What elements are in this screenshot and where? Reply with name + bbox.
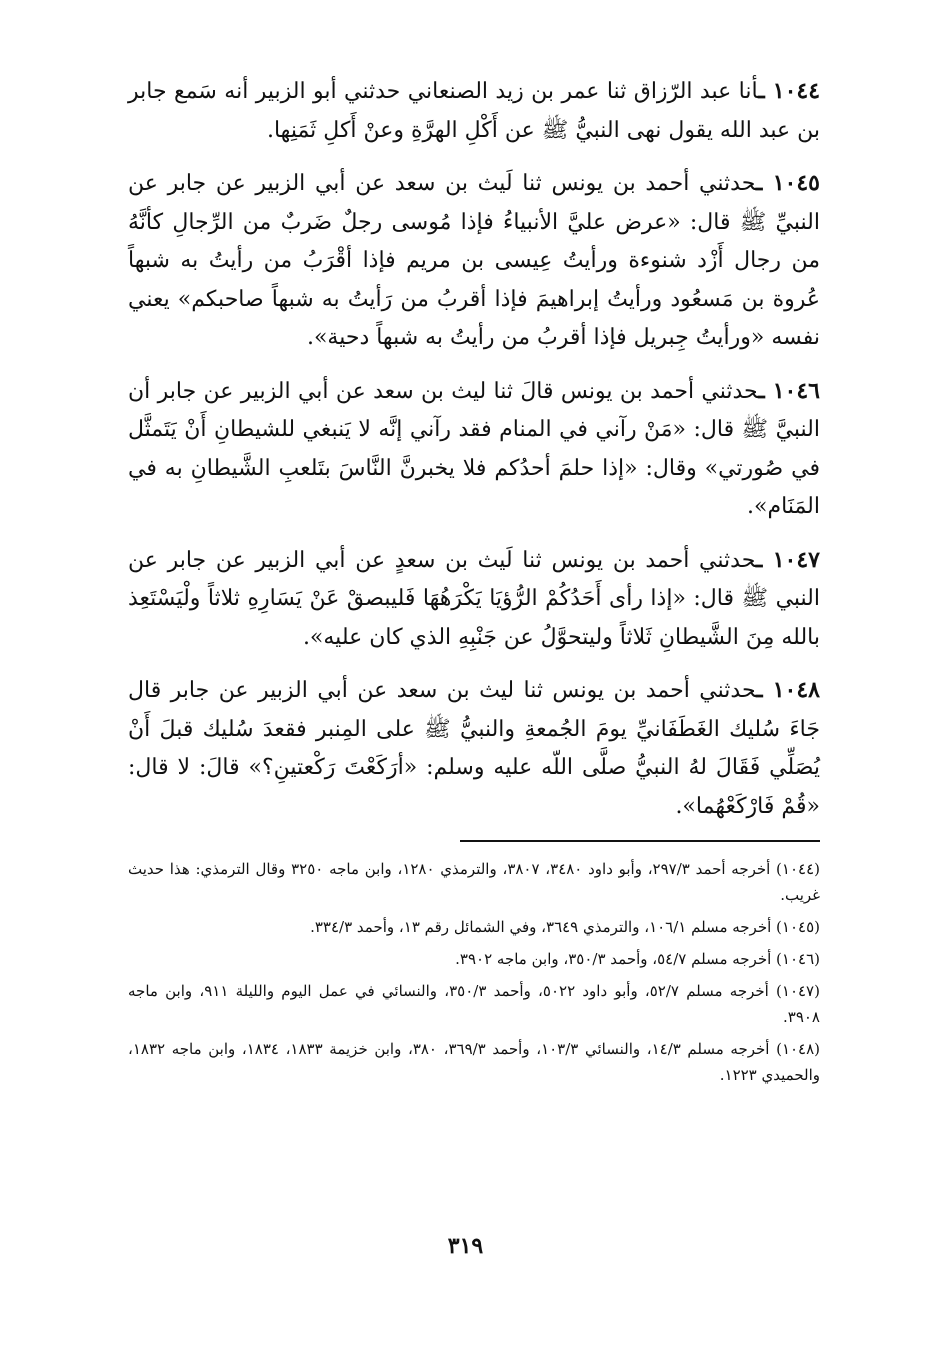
footnote-1046: (١٠٤٦) أخرجه مسلم ٥٤/٧، وأحمد ٣٥٠/٣، وابن ماجه ٣٩٠٢. bbox=[455, 950, 820, 968]
page-number: ٣١٩ bbox=[447, 1233, 484, 1259]
hadith-number: ١٠٤٦ ـ bbox=[758, 377, 820, 404]
hadith-text: حدثني أحمد بن يونس ثنا ليث بن سعد عن أبي الزبير عن جابر قال جَاءَ سُليك الغَطَفَانيِّ يومَ الجُمعةِ والنبيُّ ﷺ على المِنبر فقعدَ سُليك قبلَ أَنْ يُصَلِّي فَقَالَ لهُ النبيُّ صلَّى اللّه عليه وسلم: «أرَكَعْتَ رَكْعتينِ؟» قالَ: لا قال: «قُمْ فَارْكَعْهُما». bbox=[128, 678, 820, 819]
hadith-1048 bbox=[128, 671, 820, 826]
hadith-1045 bbox=[128, 164, 820, 358]
hadith-number: ١٠٤٤ ـ bbox=[758, 78, 821, 104]
hadith-number: ١٠٤٨ ـ bbox=[756, 677, 820, 703]
hadith-text: حدثني أحمد بن يونس ثنا لَيث بن سعد عن أبي الزبير عن جابر عن النبيِّ ﷺ قال: «عرض عليَّ الأنبياءُ فإذا مُوسى رجلٌ ضَربٌ من الرِّجالِ كأنَّهُ من رجال أَزْد شنوءة ورأيتُ عِيسى بن مريم فإذا أقْرَبُ من رأيتُ به شبهاً عُروة بن مَسعُود ورأيتُ إبراهيمَ فإذا أقربُ من رَأيتُ به شبهاً صاحبكم» يعني نفسه «ورأيتُ جِبريل فإذا أقربُ من رأيتُ به شبهاً دحية». bbox=[128, 171, 820, 350]
footnote-1047: (١٠٤٧) أخرجه مسلم ٥٢/٧، وأبو داود ٥٠٢٢، وأحمد ٣٥٠/٣، والنسائي في عمل اليوم والليلة ٩١١، وابن ماجه ٣٩٠٨. bbox=[128, 982, 820, 1026]
hadith-1046 bbox=[128, 372, 820, 527]
footnote-1045: (١٠٤٥) أخرجه مسلم ١٠٦/١، والترمذي ٣٦٤٩، وفي الشمائل رقم ١٣، وأحمد ٣٣٤/٣. bbox=[310, 918, 820, 936]
hadith-text: حدثني أحمد بن يونس ثنا لَيث بن سعدٍ عن أبي الزبير عن جابر عن النبي ﷺ قال: «إذا رأى أَحَدُكُمْ الرُّؤيَا يَكْرَهُهَا فَليبصقْ عَنْ يَسَارِهِ ثلاثاً ولْيَسْتَعِذ بالله مِنَ الشَّيطانِ ثَلاثاً وليتحوَّلُ عن جَنْبِهِ الذي كان عليه». bbox=[128, 547, 820, 650]
hadith-number: ١٠٤٧ ـ bbox=[755, 546, 820, 573]
page-body bbox=[128, 72, 820, 1094]
hadith-text: حدثني أحمد بن يونس قالَ ثنا ليث بن سعد عن أبي الزبير عن جابر أن النبيَّ ﷺ قال: «مَنْ رآني في المنام فقد رآني إنَّه لا يَنبغي للشيطانِ أَنْ يَتَمثَّل في صُورتي» وقال: «إذا حلمَ أحدُكم فلا يخبرنَّ النَّاسَ بتَلعبِ الشَّيطانِ به في المَنَام». bbox=[128, 378, 820, 519]
hadith-number: ١٠٤٥ ـ bbox=[755, 170, 820, 196]
hadith-text: أنا عبد الرّزاق ثنا عمر بن زيد الصنعاني حدثني أبو الزبير أنه سَمع جابر بن عبد الله يقول نهى النبيُّ ﷺ عن أَكْلِ الهرَّةِ وعنْ أَكلِ ثَمَنِها. bbox=[128, 79, 820, 143]
footnote-1048: (١٠٤٨) أخرجه مسلم ١٤/٣، والنسائي ١٠٣/٣، وأحمد ٣٦٩/٣، ٣٨٠، وابن خزيمة ١٨٣٣، ١٨٣٤، وابن ماجه ١٨٣٢، والحميدي ١٢٢٣. bbox=[128, 1040, 821, 1084]
footnote-divider bbox=[460, 840, 820, 842]
hadith-1047 bbox=[128, 541, 820, 658]
hadith-1044 bbox=[128, 72, 820, 150]
footnote-1044: (١٠٤٤) أخرجه أحمد ٢٩٧/٣، وأبو داود ٣٤٨٠، ٣٨٠٧، والترمذي ١٢٨٠، وابن ماجه ٣٢٥٠ وقال الترمذي: هذا حديث غريب. bbox=[128, 860, 821, 904]
